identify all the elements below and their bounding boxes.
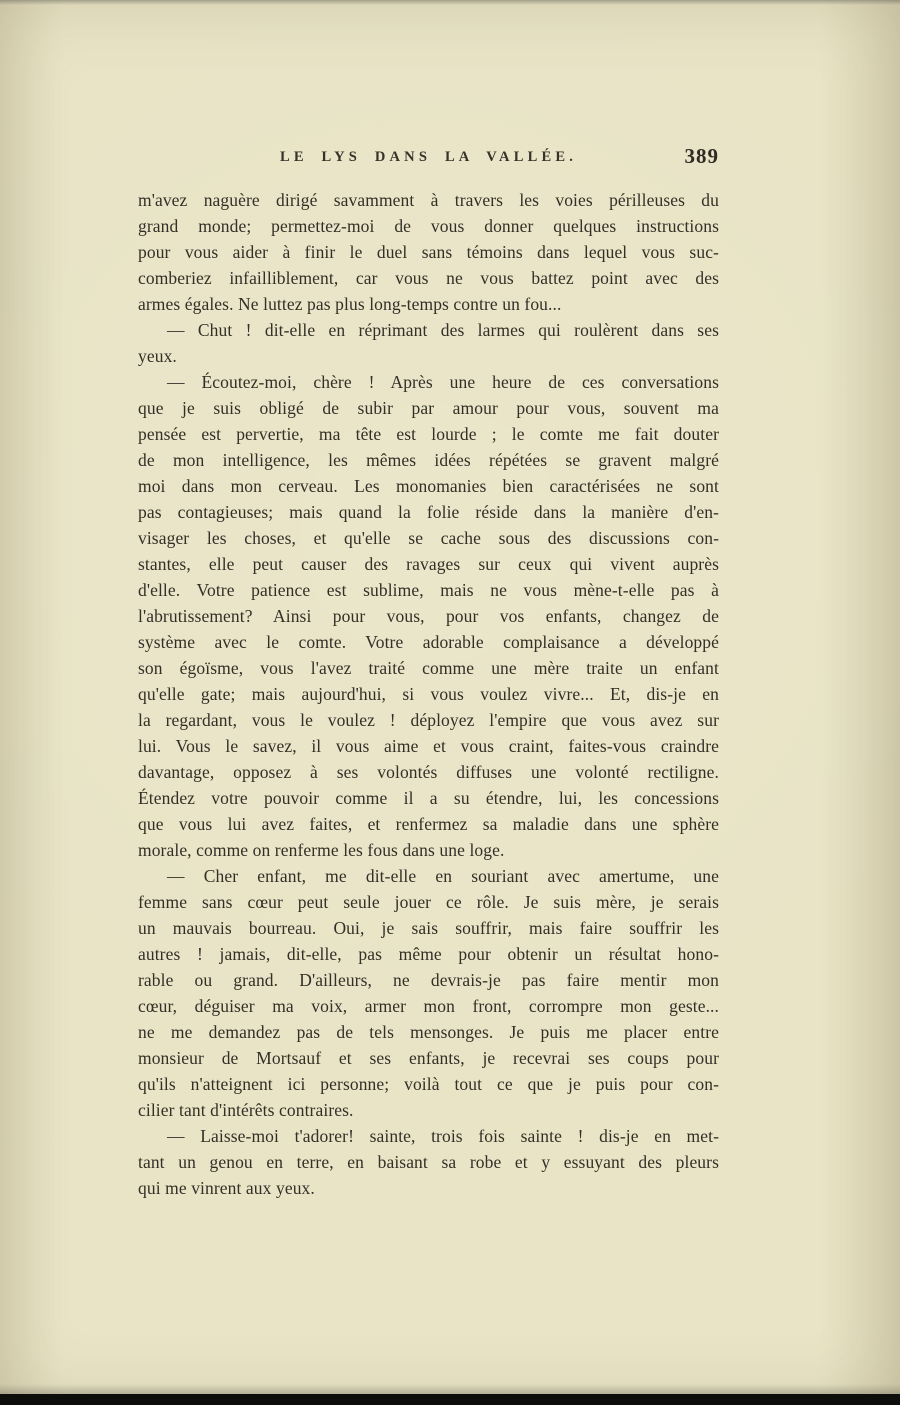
text-line: qu'elle gate; mais aujourd'hui, si vous voulez vivre... Et, dis-je en (138, 684, 719, 704)
text-line: moi dans mon cerveau. Les monomanies bien caractérisées ne sont (138, 476, 719, 496)
text-line: que vous lui avez faites, et renfermez sa maladie dans une sphère (138, 814, 719, 834)
text-line: pour vous aider à finir le duel sans témoins dans lequel vous suc- (138, 242, 719, 262)
text-line: — Cher enfant, me dit-elle en souriant avec amertume, une (167, 866, 719, 886)
text-line: visager les choses, et qu'elle se cache sous des discussions con- (138, 528, 719, 548)
text-line: — Chut ! dit-elle en réprimant des larmes qui roulèrent dans ses (167, 320, 719, 340)
text-line: grand monde; permettez-moi de vous donner quelques instructions (138, 216, 719, 236)
text-line: armes égales. Ne luttez pas plus long-temps contre un fou... (138, 294, 562, 314)
paragraph (138, 317, 719, 369)
paragraph (138, 1123, 719, 1201)
text-line: son égoïsme, vous l'avez traité comme une mère traite un enfant (138, 658, 719, 678)
text-line: davantage, opposez à ses volontés diffuses une volonté rectiligne. (138, 762, 719, 782)
text-line: yeux. (138, 346, 177, 366)
body-text (138, 187, 719, 1201)
text-line: rable ou grand. D'ailleurs, ne devrais-je pas faire mentir mon (138, 970, 719, 990)
text-line: Étendez votre pouvoir comme il a su étendre, lui, les concessions (138, 788, 719, 808)
text-line: d'elle. Votre patience est sublime, mais ne vous mène-t-elle pas à (138, 580, 719, 600)
paragraph (138, 187, 719, 317)
text-line: cilier tant d'intérêts contraires. (138, 1100, 354, 1120)
text-line: qui me vinrent aux yeux. (138, 1178, 315, 1198)
text-line: qu'ils n'atteignent ici personne; voilà tout ce que je puis pour con- (138, 1074, 719, 1094)
text-line: autres ! jamais, dit-elle, pas même pour obtenir un résultat hono- (138, 944, 719, 964)
text-line: lui. Vous le savez, il vous aime et vous craint, faites-vous craindre (138, 736, 719, 756)
text-line: de mon intelligence, les mêmes idées répétées se gravent malgré (138, 450, 719, 470)
running-title: LE LYS DANS LA VALLÉE. (279, 149, 578, 165)
text-line: morale, comme on renferme les fous dans une loge. (138, 840, 505, 860)
page-header (138, 144, 719, 168)
text-line: la regardant, vous le voulez ! déployez l'empire que vous avez sur (138, 710, 719, 730)
text-line: tant un genou en terre, en baisant sa robe et y essuyant des pleurs (138, 1152, 719, 1172)
scan-edge-artifact (0, 1394, 900, 1405)
text-line: — Laisse-moi t'adorer! sainte, trois fois sainte ! dis-je en met- (167, 1126, 719, 1146)
page-number: 389 (684, 144, 719, 168)
text-line: comberiez infailliblement, car vous ne vous battez point avec des (138, 268, 719, 288)
scan-bottom-shade-artifact (0, 1384, 900, 1394)
text-line: monsieur de Mortsauf et ses enfants, je recevrai ses coups pour (138, 1048, 719, 1068)
scan-top-edge-artifact (0, 0, 900, 5)
text-line: cœur, déguiser ma voix, armer mon front, corrompre mon geste... (138, 996, 719, 1016)
text-line: — Écoutez-moi, chère ! Après une heure de ces conversations (167, 372, 719, 392)
text-line: pas contagieuses; mais quand la folie réside dans la manière d'en- (138, 502, 719, 522)
text-line: que je suis obligé de subir par amour pour vous, souvent ma (138, 398, 719, 418)
text-line: un mauvais bourreau. Oui, je sais souffrir, mais faire souffrir les (138, 918, 719, 938)
text-line: pensée est pervertie, ma tête est lourde ; le comte me fait douter (138, 424, 719, 444)
text-line: m'avez naguère dirigé savamment à travers les voies périlleuses du (138, 190, 719, 210)
paragraph (138, 369, 719, 863)
text-line: stantes, elle peut causer des ravages sur ceux qui vivent auprès (138, 554, 719, 574)
page-content (138, 144, 719, 1201)
text-line: ne me demandez pas de tels mensonges. Je puis me placer entre (138, 1022, 719, 1042)
text-line: système avec le comte. Votre adorable complaisance a développé (138, 632, 719, 652)
text-line: l'abrutissement? Ainsi pour vous, pour vos enfants, changez de (138, 606, 719, 626)
text-line: femme sans cœur peut seule jouer ce rôle. Je suis mère, je serais (138, 892, 719, 912)
paragraph (138, 863, 719, 1123)
